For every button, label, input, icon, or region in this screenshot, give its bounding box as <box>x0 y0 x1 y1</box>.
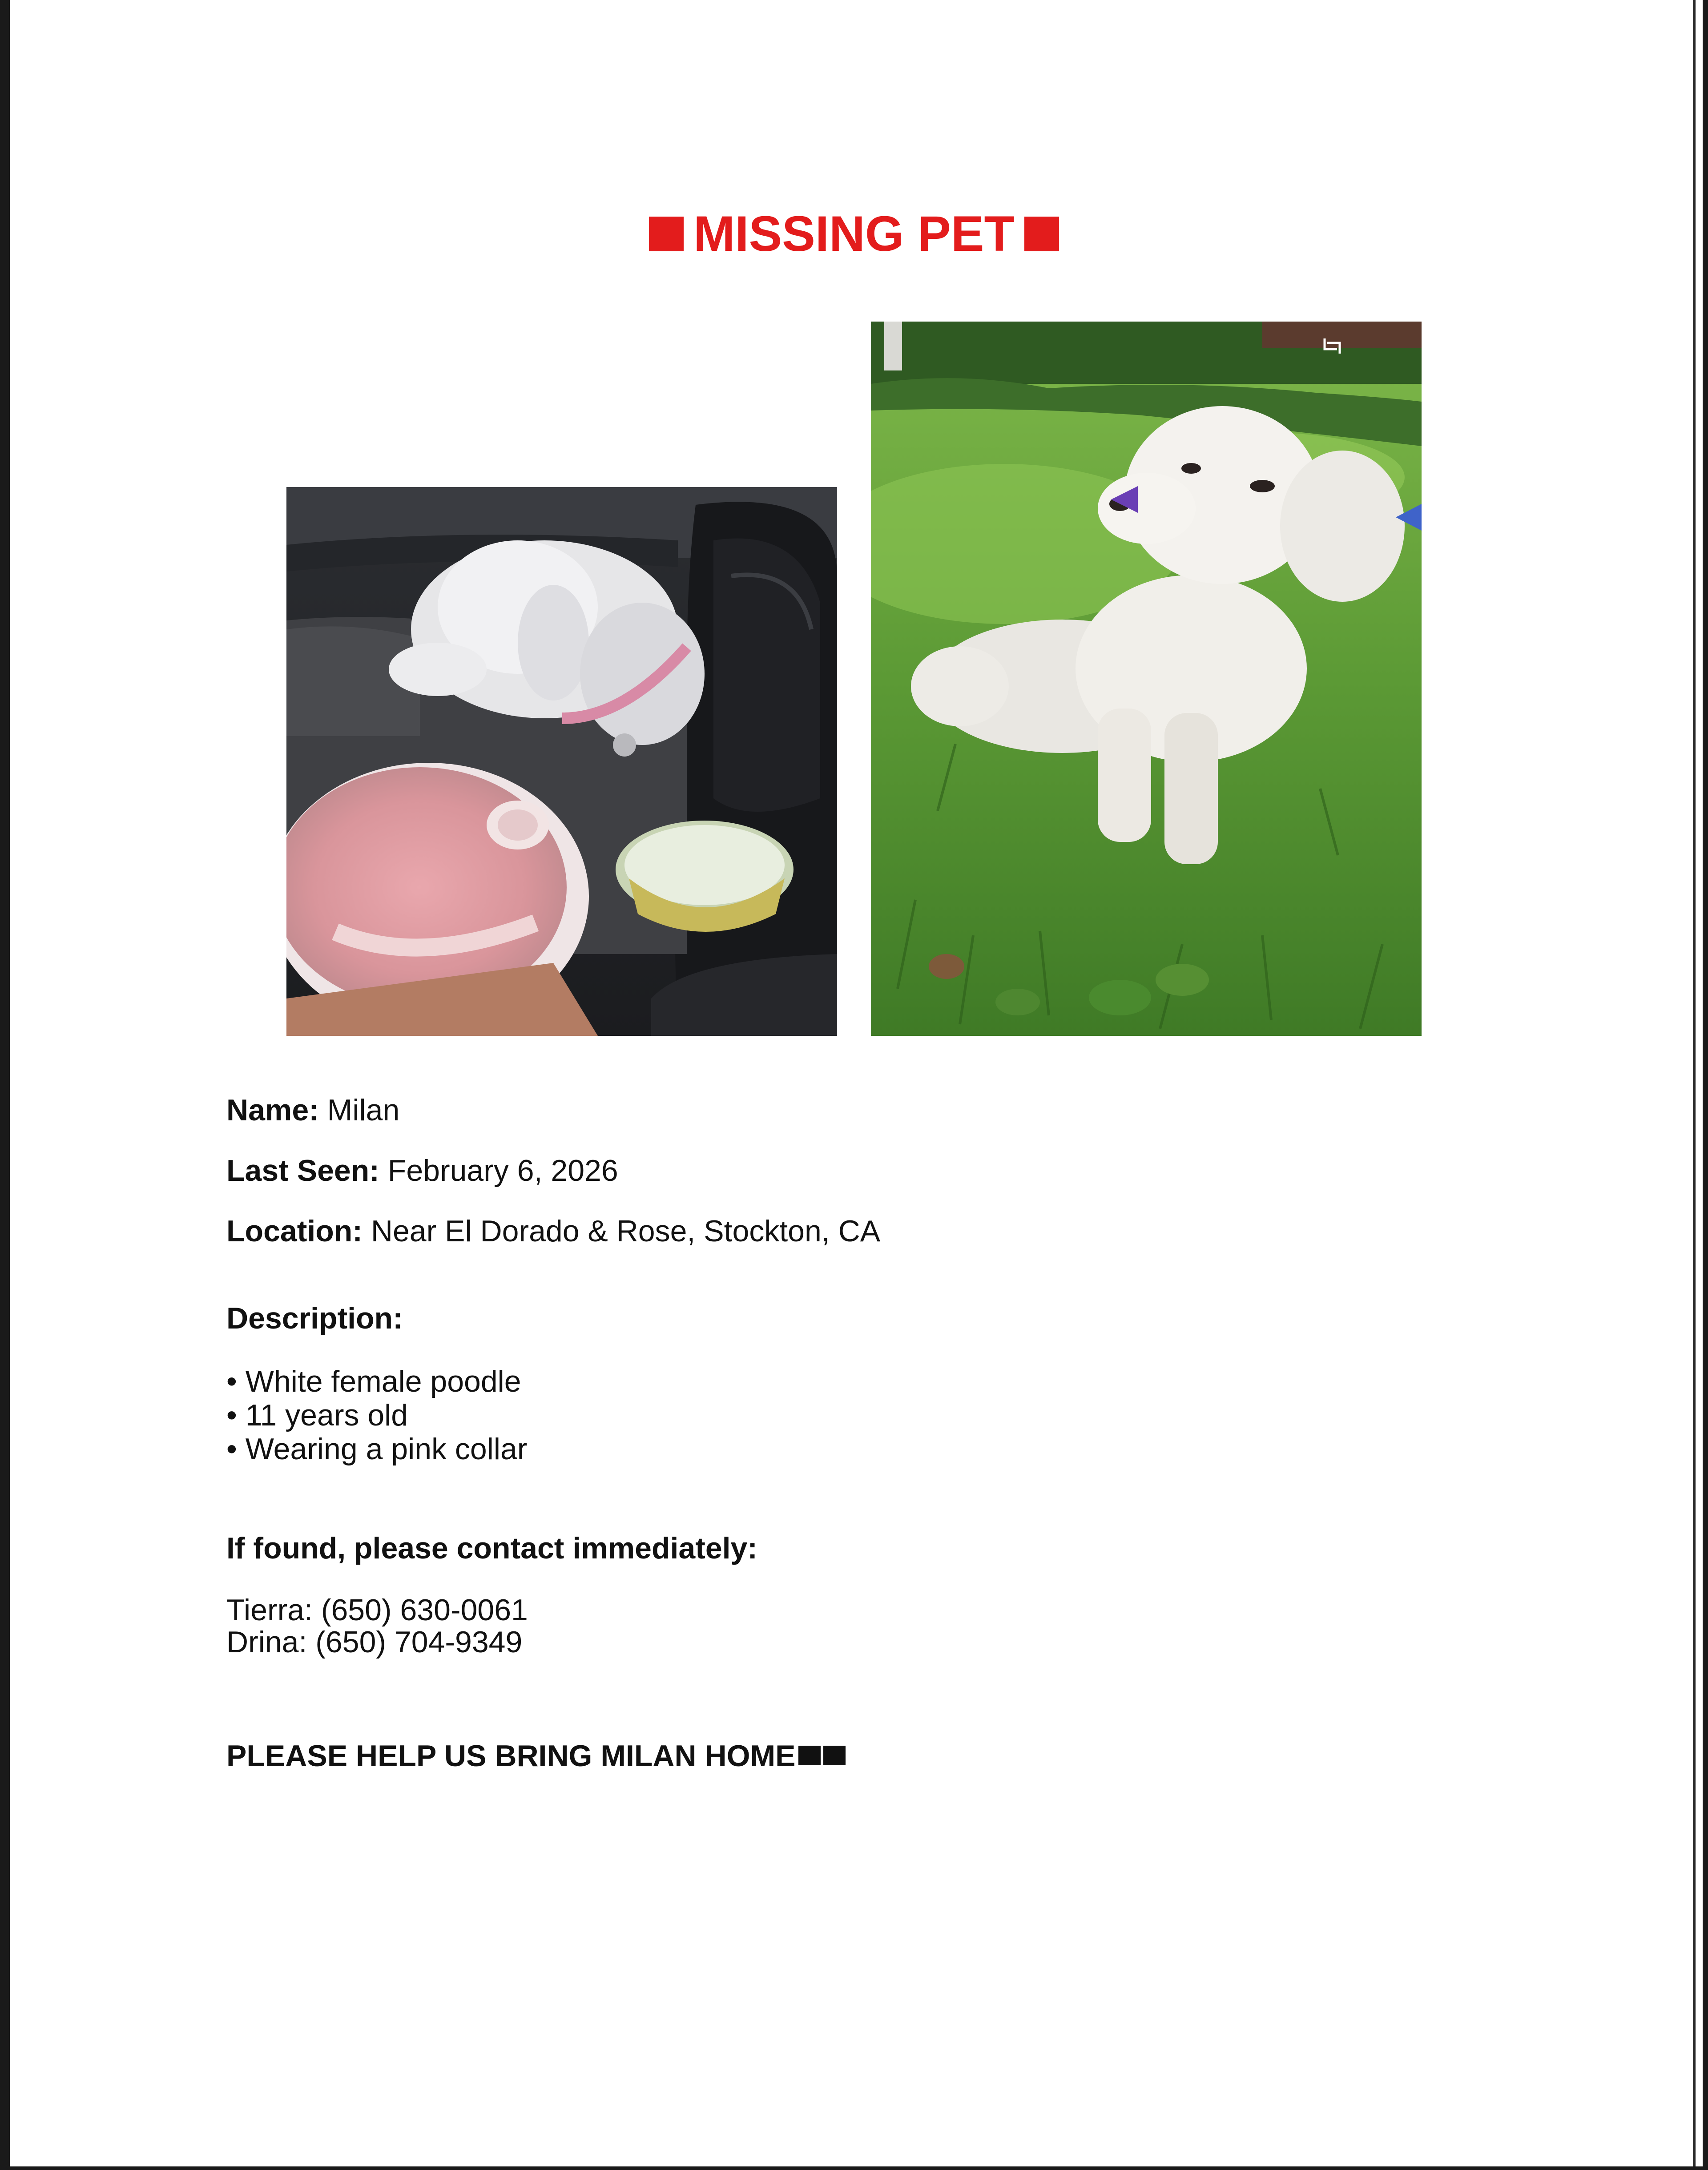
last-seen-row <box>226 1155 618 1186</box>
name-row <box>226 1095 399 1125</box>
contact-list <box>226 1594 528 1658</box>
red-square-icon <box>1024 217 1059 251</box>
description-heading: Description: <box>226 1301 403 1335</box>
right-border-inner <box>1693 0 1696 2170</box>
title-text: MISSING PET <box>693 206 1015 262</box>
page-title <box>0 206 1708 262</box>
dog-on-grass-photo <box>871 322 1422 1036</box>
description-item: • Wearing a pink collar <box>226 1432 528 1466</box>
name-value: Milan <box>327 1093 400 1127</box>
footer-text: PLEASE HELP US BRING MILAN HOME <box>226 1739 796 1773</box>
name-label: Name: <box>226 1093 319 1127</box>
description-list <box>226 1365 527 1466</box>
contact-item: Drina: (650) 704-9349 <box>226 1625 523 1659</box>
right-border <box>1703 0 1708 2170</box>
location-row <box>226 1216 880 1246</box>
location-label: Location: <box>226 1214 363 1248</box>
dog-on-grass-image <box>871 322 1422 1036</box>
contact-item: Tierra: (650) 630-0061 <box>226 1593 528 1627</box>
left-border <box>0 0 10 2170</box>
dog-in-car-image <box>286 487 837 1036</box>
red-square-icon <box>649 217 684 251</box>
location-value: Near El Dorado & Rose, Stockton, CA <box>371 1214 881 1248</box>
black-square-icon <box>823 1746 846 1765</box>
bottom-border <box>0 2166 1708 2170</box>
description-item: • White female poodle <box>226 1365 521 1398</box>
contact-heading: If found, please contact immediately: <box>226 1531 758 1565</box>
description-item: • 11 years old <box>226 1398 408 1432</box>
dog-in-car-photo <box>286 487 837 1036</box>
last-seen-value: February 6, 2026 <box>387 1154 618 1188</box>
last-seen-label: Last Seen: <box>226 1154 379 1188</box>
black-square-icon <box>798 1746 821 1765</box>
footer-message <box>226 1741 846 1771</box>
